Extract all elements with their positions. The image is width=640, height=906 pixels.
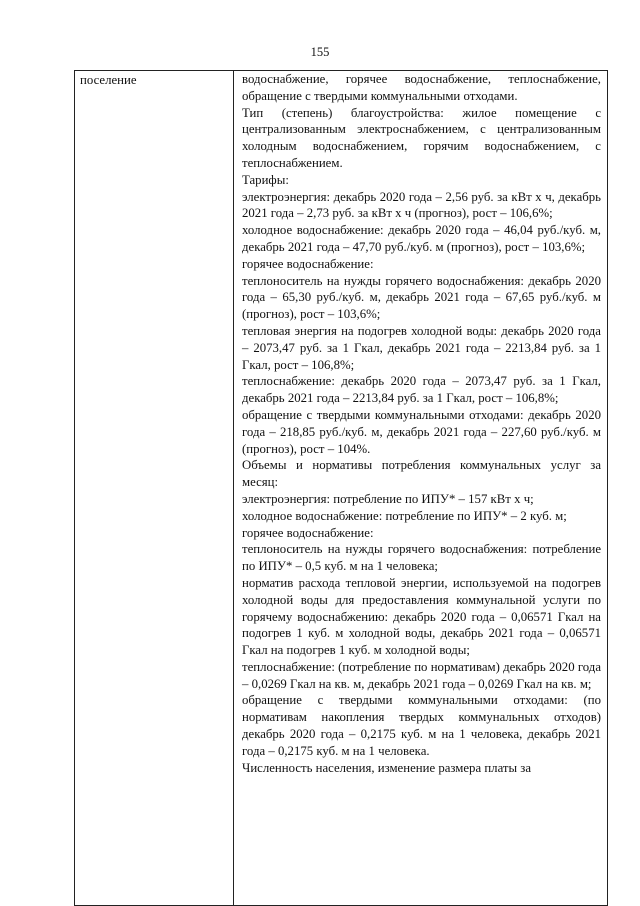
paragraph: Тип (степень) благоустройства: жилое помещение с централизованным электроснабжением, с централизованным холодным водоснабжением, горячим водоснабжением, с теплоснабжением. [242, 105, 601, 170]
paragraph: Объемы и нормативы потребления коммунальных услуг за месяц: [242, 458, 601, 490]
paragraph: обращение с твердыми коммунальными отходами: декабрь 2020 года – 218,85 руб./куб. м, декабрь 2021 года – 227,60 руб./куб. м (прогноз), рост – 104%. [242, 407, 601, 456]
paragraph: горячее водоснабжение: [242, 525, 374, 540]
paragraph: теплоснабжение: (потребление по нормативам) декабрь 2020 года – 0,0269 Гкал на кв. м, декабрь 2021 года – 0,0269 Гкал на кв. м; [242, 659, 601, 691]
document-table [74, 70, 608, 906]
paragraph: теплоснабжение: декабрь 2020 года – 2073,47 руб. за 1 Гкал, декабрь 2021 года – 2213,84 руб. за 1 Гкал, рост – 106,8%; [242, 374, 601, 406]
paragraph: холодное водоснабжение: потребление по ИПУ* – 2 куб. м; [242, 508, 567, 523]
paragraph: электроэнергия: потребление по ИПУ* – 157 кВт х ч; [242, 491, 534, 506]
paragraph: электроэнергия: декабрь 2020 года – 2,56 руб. за кВт х ч, декабрь 2021 года – 2,73 руб. за кВт х ч (прогноз), рост – 106,6%; [242, 189, 601, 221]
paragraph: Тарифы: [242, 172, 289, 187]
paragraph: водоснабжение, горячее водоснабжение, теплоснабжение, обращение с твердыми коммунальными отходами. [242, 72, 601, 103]
paragraph: теплоноситель на нужды горячего водоснабжения: декабрь 2020 года – 65,30 руб./куб. м, декабрь 2021 года – 67,65 руб./куб. м (прогноз), рост – 103,6%; [242, 273, 601, 322]
right-cell [234, 71, 608, 906]
paragraph: теплоноситель на нужды горячего водоснабжения: потребление по ИПУ* – 0,5 куб. м на 1 человека; [242, 542, 601, 574]
paragraph: холодное водоснабжение: декабрь 2020 года – 46,04 руб./куб. м, декабрь 2021 года – 47,70 руб./куб. м (прогноз), рост – 103,6%; [242, 223, 601, 254]
page-number: 155 [310, 45, 330, 59]
table-row [75, 71, 608, 906]
paragraph: тепловая энергия на подогрев холодной воды: декабрь 2020 года – 2073,47 руб. за 1 Гкал, декабрь 2021 года – 2213,84 руб. за 1 Гкал, рост – 106,8%; [242, 323, 601, 372]
paragraph: обращение с твердыми коммунальными отходами: (по нормативам накопления твердых коммунальных отходов) декабрь 2020 года – 0,2175 куб. м на 1 человека, декабрь 2021 года – 0,2175 куб. м на 1 человека. [242, 693, 601, 758]
paragraph: Численность населения, изменение размера платы за [242, 760, 532, 775]
paragraph: норматив расхода тепловой энергии, используемой на подогрев холодной воды для предоставления коммунальной услуги по горячему водоснабжению: декабрь 2020 года – 0,06571 Гкал на подогрев 1 куб. м холодной воды, декабрь 2021 года – 0,06571 Гкал на подогрев 1 куб. м холодной воды; [242, 575, 601, 658]
settlement-label: поселение [80, 73, 137, 87]
paragraph: горячее водоснабжение: [242, 256, 374, 271]
left-cell [75, 71, 234, 906]
